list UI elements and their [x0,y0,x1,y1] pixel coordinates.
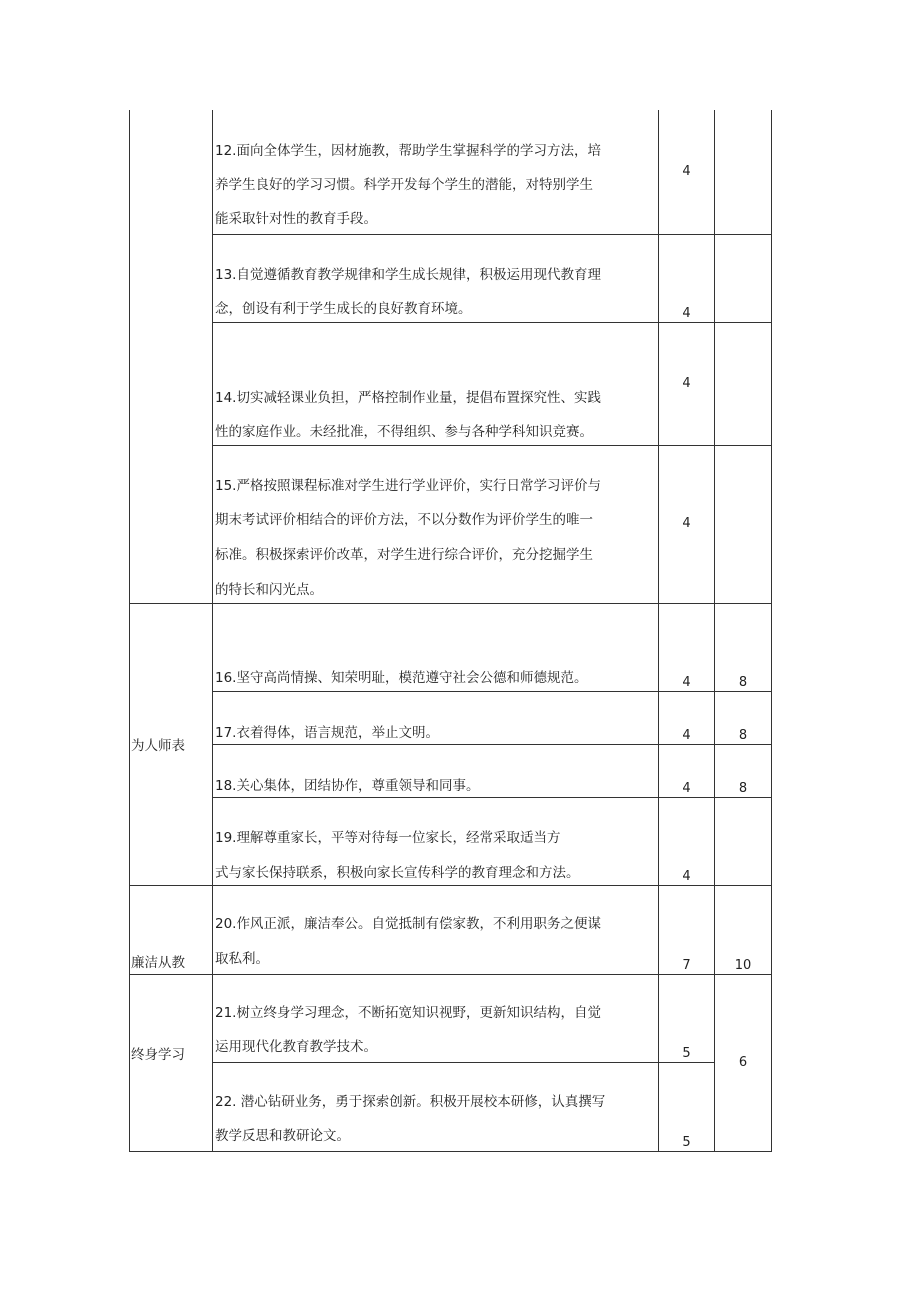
row-divider [212,234,772,235]
item-15-line-2: 期末考试评价相结合的评价方法，不以分数作为评价学生的唯一 [215,512,593,528]
item-19-line-1: 19.理解尊重家长，平等对待每一位家长，经常采取适当方 [215,830,561,846]
item-21-line-1: 21.树立终身学习理念，不断拓宽知识视野，更新知识结构，自觉 [215,1005,601,1021]
item-22-score: 5 [682,1135,691,1150]
item-18-score: 4 [682,781,691,796]
item-12-line-1: 12.面向全体学生，因材施教，帮助学生掌握科学的学习方法，培 [215,143,601,159]
item-13-line-2: 念，创设有利于学生成长的良好教育环境。 [215,301,472,317]
column-divider [658,110,659,1152]
row-divider [129,603,772,604]
item-14-line-1: 14.切实减轻课业负担，严格控制作业量，提倡布置探究性、实践 [215,390,601,406]
item-21-score: 5 [682,1046,691,1061]
category-lifelong-learning: 终身学习 [131,1047,185,1063]
item-16-score: 4 [682,675,691,690]
item-17-score: 4 [682,728,691,743]
item-22-line-2: 教学反思和教研论文。 [215,1128,350,1144]
table-border-left [129,110,130,1152]
row-divider [212,797,772,798]
item-15-line-4: 的特长和闪光点。 [215,582,323,598]
row-divider [212,322,772,323]
item-18-total: 8 [738,781,748,796]
column-divider [714,110,715,1152]
row-divider [212,445,772,446]
item-21-line-2: 运用现代化教育教学技术。 [215,1039,377,1055]
item-13-line-1: 13.自觉遵循教育教学规律和学生成长规律，积极运用现代教育理 [215,267,601,283]
lifelong-learning-total: 6 [738,1055,748,1070]
item-20-line-2: 取私利。 [215,951,269,967]
item-14-score: 4 [682,376,691,391]
item-20-total: 10 [734,958,752,973]
item-16-line-1: 16.坚守高尚情操、知荣明耻，模范遵守社会公德和师德规范。 [215,670,588,686]
category-integrity: 廉洁从教 [131,955,185,971]
item-17-line-1: 17.衣着得体，语言规范，举止文明。 [215,725,439,741]
item-20-score: 7 [682,958,691,973]
item-22-line-1: 22. 潜心钻研业务，勇于探索创新。积极开展校本研修，认真撰写 [215,1094,606,1110]
item-12-line-2: 养学生良好的学习习惯。科学开发每个学生的潜能，对特别学生 [215,177,593,193]
table-border-right [771,110,772,1152]
item-15-line-1: 15.严格按照课程标准对学生进行学业评价，实行日常学习评价与 [215,478,601,494]
item-19-line-2: 式与家长保持联系，积极向家长宣传科学的教育理念和方法。 [215,865,580,881]
item-17-total: 8 [738,728,748,743]
row-divider [129,974,772,975]
row-divider [212,691,772,692]
item-12-line-3: 能采取针对性的教育手段。 [215,211,377,227]
item-19-score: 4 [682,869,691,884]
item-15-line-3: 标准。积极探索评价改革，对学生进行综合评价，充分挖掘学生 [215,547,593,563]
item-15-score: 4 [682,516,691,531]
category-teacher-model: 为人师表 [131,738,185,754]
row-divider [212,744,772,745]
item-13-score: 4 [682,306,691,321]
row-divider [129,885,772,886]
table-border-bottom [129,1151,772,1152]
item-14-line-2: 性的家庭作业。未经批准，不得组织、参与各种学科知识竞赛。 [215,424,593,440]
item-12-score: 4 [682,164,691,179]
item-16-total: 8 [738,675,748,690]
column-divider [212,110,213,1152]
item-18-line-1: 18.关心集体，团结协作，尊重领导和同事。 [215,778,480,794]
item-20-line-1: 20.作风正派，廉洁奉公。自觉抵制有偿家教，不利用职务之便谋 [215,916,601,932]
row-divider [212,1062,715,1063]
